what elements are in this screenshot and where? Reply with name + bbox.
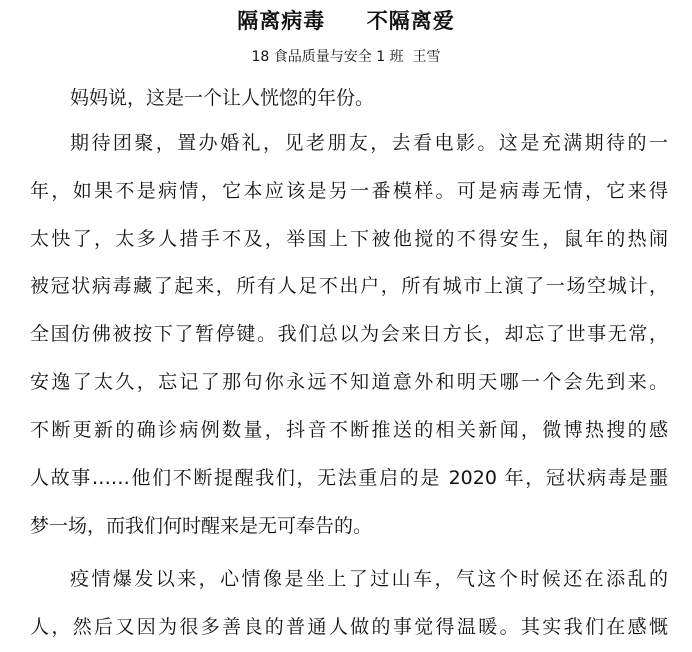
text-line: 妈妈说，这是一个让人恍惚的年份。: [70, 87, 375, 109]
document-title: 隔离病毒 不隔离爱: [237, 8, 455, 33]
text-line: 疫情爆发以来，心情像是坐上了过山车，气这个时候还在添乱的: [70, 568, 668, 590]
text-line: 安逸了太久，忘记了那句你永远不知道意外和明天哪一个会先到来。: [30, 371, 668, 393]
text-line: 不断更新的确诊病例数量，抖音不断推送的相关新闻，微博热搜的感: [30, 419, 668, 441]
text-line: 人故事……他们不断提醒我们，无法重启的是 2020 年，冠状病毒是噩: [30, 467, 668, 489]
text-line: 太快了，太多人措手不及，举国上下被他搅的不得安生，鼠年的热闹: [30, 228, 668, 250]
text-line: 被冠状病毒藏了起来，所有人足不出户，所有城市上演了一场空城计，: [30, 275, 668, 297]
text-line: 年，如果不是病情，它本应该是另一番模样。可是病毒无情，它来得: [30, 180, 668, 202]
text-line: 梦一场，而我们何时醒来是无可奉告的。: [30, 515, 373, 537]
text-line: 人，然后又因为很多善良的普通人做的事觉得温暖。其实我们在感慨: [30, 616, 668, 638]
author-byline: 18 食品质量与安全 1 班 王雪: [251, 49, 441, 65]
text-line: 期待团聚，置办婚礼，见老朋友，去看电影。这是充满期待的一: [70, 132, 668, 154]
text-line: 全国仿佛被按下了暂停键。我们总以为会来日方长，却忘了世事无常，: [30, 323, 668, 345]
